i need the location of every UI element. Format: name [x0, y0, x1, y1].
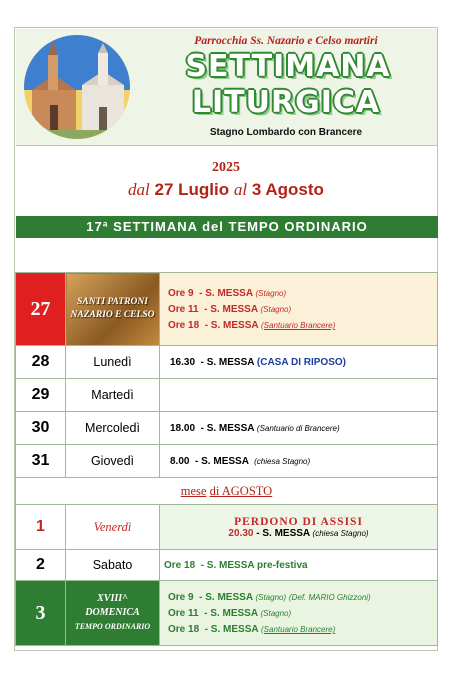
- events-cell: [160, 581, 438, 646]
- events-cell: [160, 505, 438, 550]
- church-illustration-icon: [24, 35, 130, 139]
- day-number: 29: [16, 379, 66, 412]
- table-row: [16, 505, 438, 550]
- day-number: 2: [16, 550, 66, 581]
- location-subtitle: Stagno Lombardo con Brancere: [209, 127, 363, 138]
- day-number: 31: [16, 445, 66, 478]
- event-line: Ore 9 - S. MESSA (Stagno) (Def. MARIO Ghizzoni): [168, 592, 371, 603]
- table-row: [16, 379, 438, 412]
- table-row: [16, 550, 438, 581]
- event-line: Ore 9 - S. MESSA (Stagno): [168, 288, 287, 299]
- table-row: [16, 581, 438, 646]
- event-line: Ore 11 - S. MESSA (Stagno): [168, 304, 292, 315]
- bulletin-page: [14, 27, 438, 651]
- events-cell: 8.00 - S. MESSA (chiesa Stagno): [160, 445, 438, 478]
- weekday: Sabato: [66, 550, 160, 581]
- event-line: Ore 18 - S. MESSA (Santuario Brancere): [168, 624, 336, 635]
- range-from-date: 27 Luglio: [154, 180, 230, 199]
- header-banner: [16, 29, 437, 146]
- parish-name: Parrocchia Ss. Nazario e Celso martiri: [194, 35, 378, 47]
- weekday: Giovedì: [66, 445, 160, 478]
- year-label: 2025: [212, 160, 240, 175]
- events-cell: [160, 379, 438, 412]
- table-row: [16, 445, 438, 478]
- table-row: [16, 412, 438, 445]
- weekday: Mercoledì: [66, 412, 160, 445]
- feast-title: PERDONO DI ASSISI: [234, 515, 363, 528]
- weekday: Venerdì: [66, 505, 160, 550]
- sunday-label: XVIII^ DOMENICA TEMPO ORDINARIO: [66, 581, 160, 646]
- events-cell: Ore 18 - S. MESSA pre-festiva: [160, 550, 438, 581]
- day-number: 30: [16, 412, 66, 445]
- event-line: Ore 18 - S. MESSA (Santuario Brancere): [168, 320, 336, 331]
- table-row: [16, 346, 438, 379]
- month-divider: [16, 478, 438, 505]
- events-cell: [160, 273, 438, 346]
- week-banner: 17ª SETTIMANA del TEMPO ORDINARIO: [16, 216, 438, 238]
- day-number: 27: [16, 273, 66, 346]
- month-label: mese di AGOSTO: [16, 478, 438, 505]
- day-number: 1: [16, 505, 66, 550]
- title-liturgica: LITURGICA: [191, 85, 381, 120]
- event-line: 20.30 - S. MESSA (chiesa Stagno): [228, 527, 369, 539]
- church-photo: [24, 35, 130, 139]
- weekday: Martedì: [66, 379, 160, 412]
- day-number: 28: [16, 346, 66, 379]
- events-cell: 16.30 - S. MESSA (CASA DI RIPOSO): [160, 346, 438, 379]
- range-to-word: al: [233, 180, 248, 199]
- day-number: 3: [16, 581, 66, 646]
- events-cell: 18.00 - S. MESSA (Santuario di Brancere): [160, 412, 438, 445]
- event-line: Ore 11 - S. MESSA (Stagno): [168, 608, 292, 619]
- schedule-table: [15, 272, 438, 646]
- range-from-word: dal: [128, 180, 150, 199]
- range-to-date: 3 Agosto: [251, 180, 324, 199]
- patron-saints-label: SANTI PATRONI NAZARIO E CELSO: [66, 273, 160, 346]
- date-range: [15, 180, 437, 200]
- table-row: [16, 273, 438, 346]
- weekday: Lunedì: [66, 346, 160, 379]
- title-settimana: SETTIMANA: [185, 49, 391, 84]
